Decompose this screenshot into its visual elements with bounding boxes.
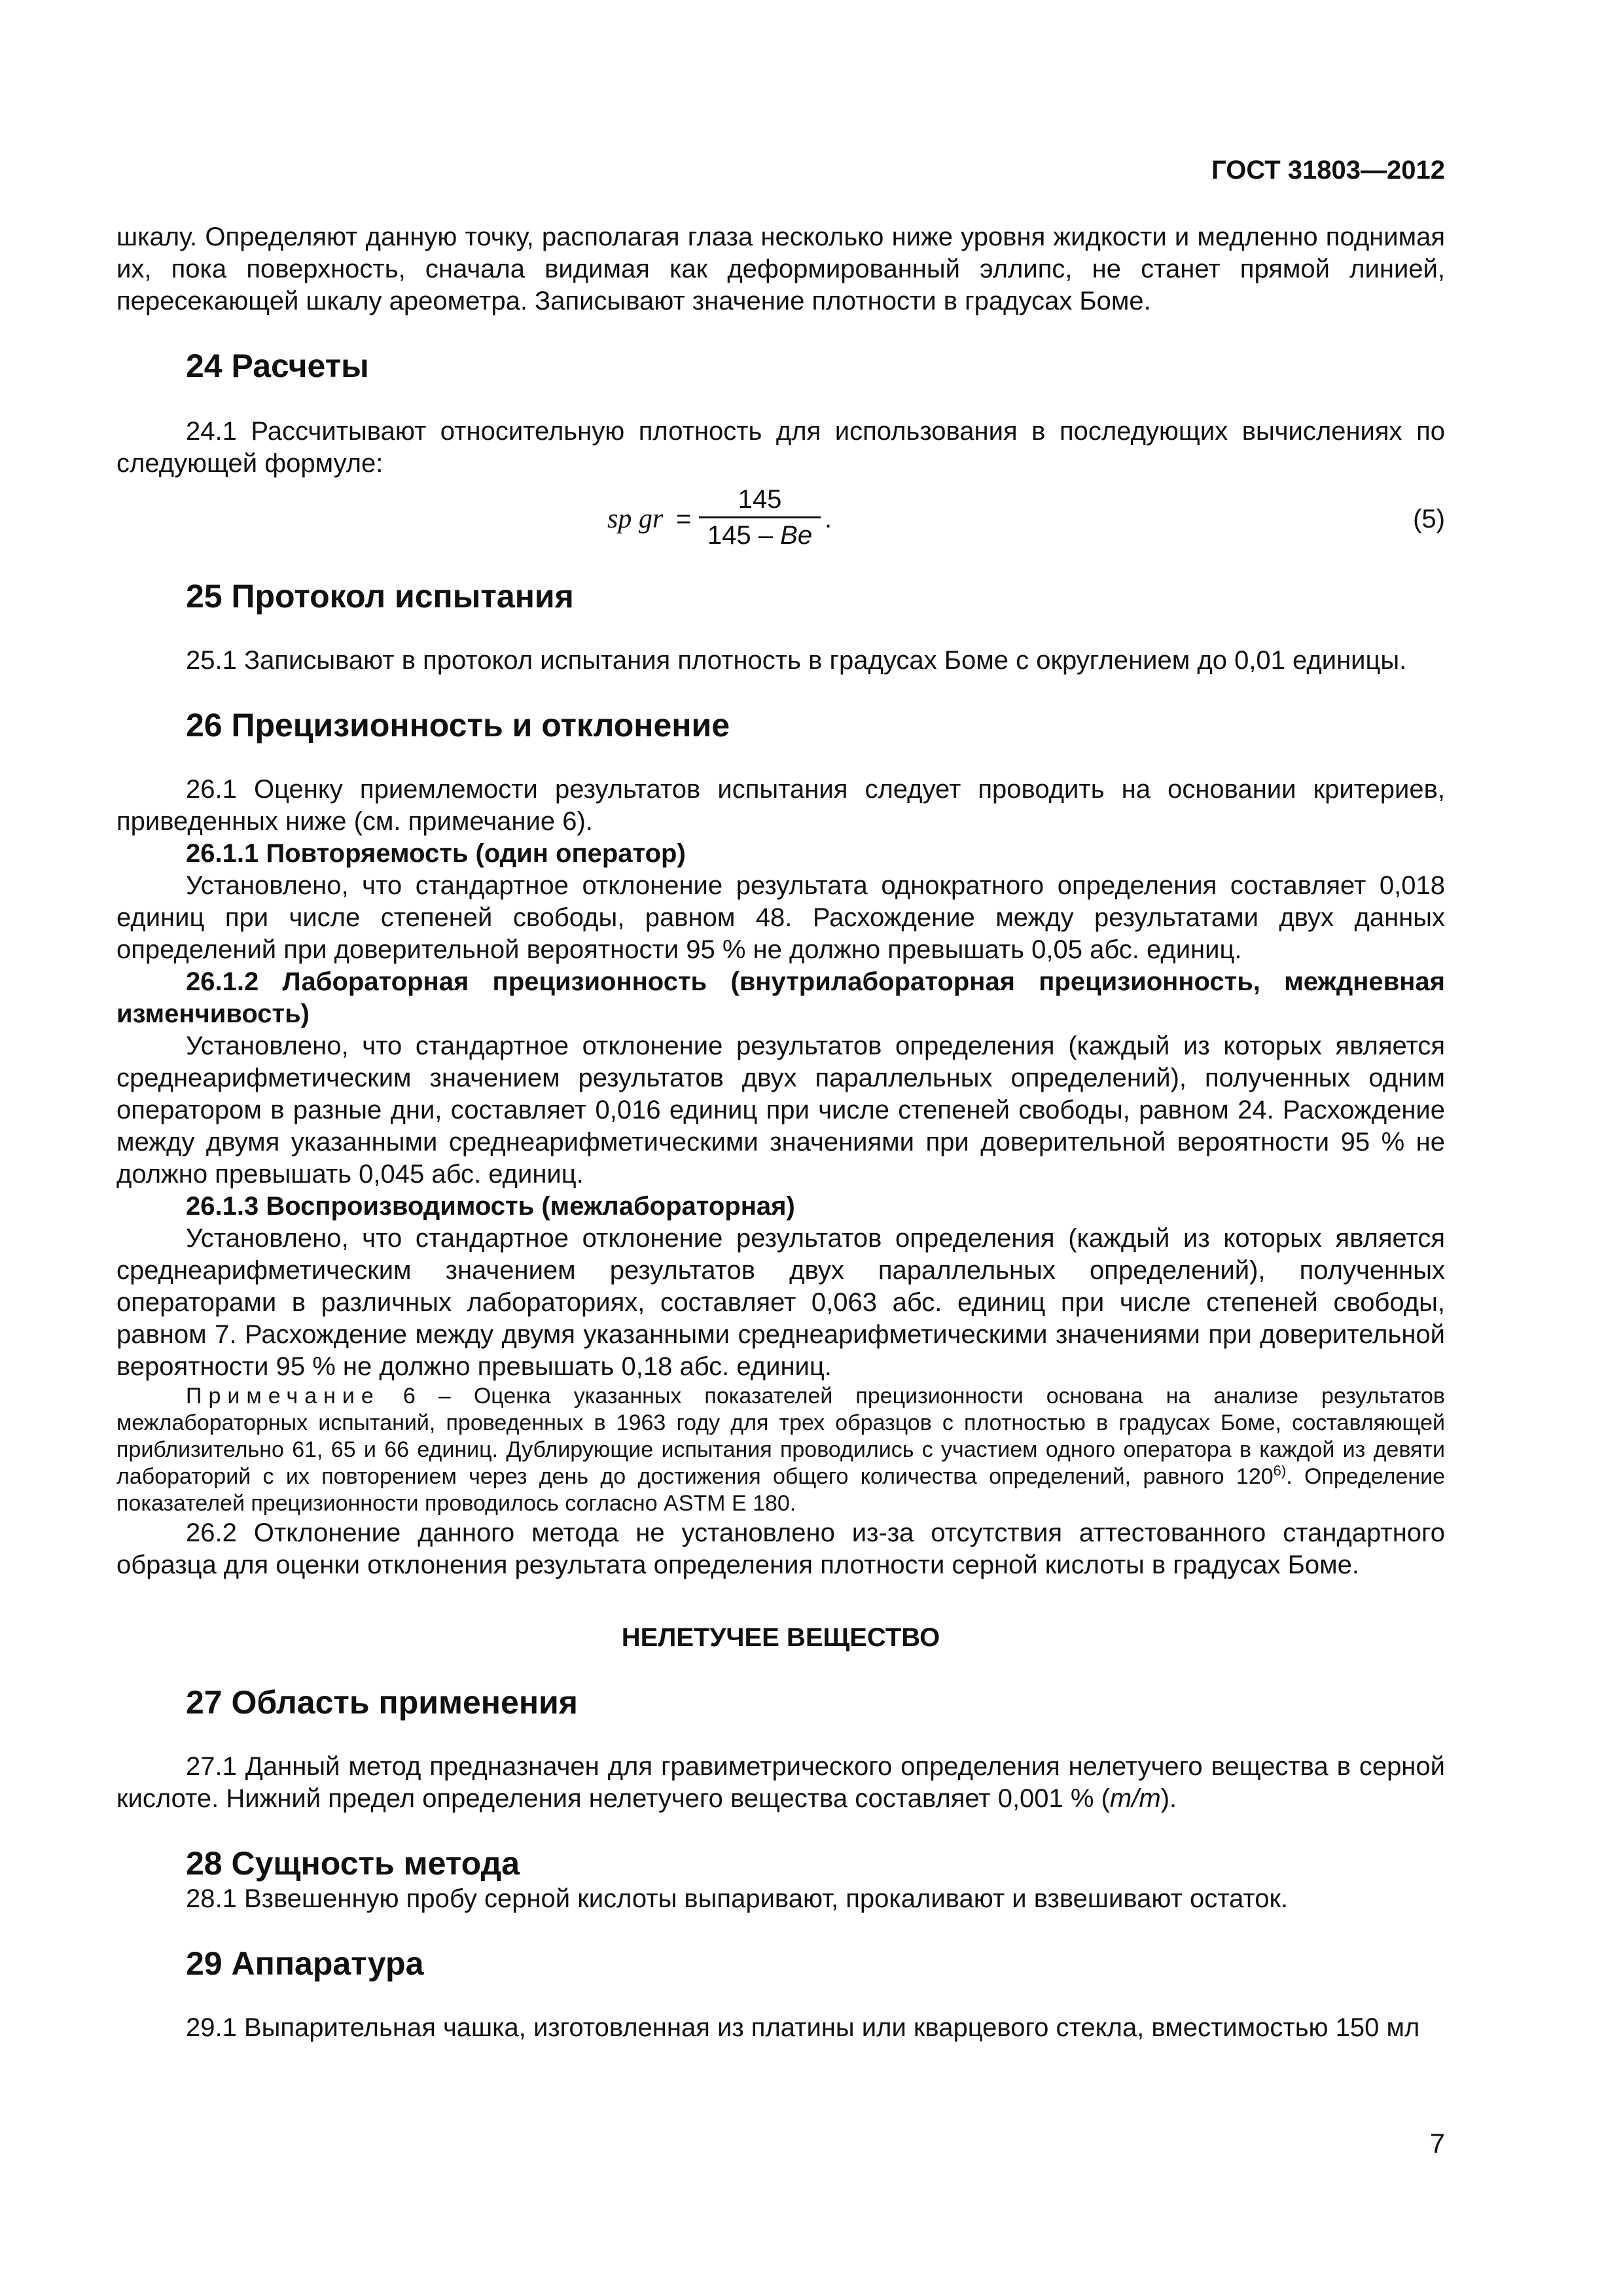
heading-25: 25 Протокол испытания: [186, 578, 574, 615]
heading-26-1-1: 26.1.1 Повторяемость (один оператор): [186, 839, 686, 868]
formula-lhs: sp gr: [607, 504, 664, 534]
formula-equals: =: [676, 505, 692, 533]
formula-period: .: [825, 505, 832, 533]
formula-fraction: [699, 485, 821, 550]
heading-28: 28 Сущность метода: [186, 1845, 520, 1882]
intro-paragraph: шкалу. Определяют данную точку, располагая глаза несколько ниже уровня жидкости и медленно поднимая их, пока поверхность, сначала видимая как деформированный эллипс, не станет прямой линией, пересекающей шкалу ареометра. Записывают значение плотности в градусах Боме.: [116, 223, 1445, 315]
formula-numerator: 145: [738, 485, 782, 514]
heading-24: 24 Расчеты: [186, 348, 369, 384]
paragraph-26-1: 26.1 Оценку приемлемости результатов испытания следует проводить на основании критериев, приведенных ниже (см. примечание 6).: [116, 775, 1445, 836]
paragraph-28-1: 28.1 Взвешенную пробу серной кислоты выпаривают, прокаливают и взвешивают остаток.: [186, 1884, 1289, 1913]
heading-27: 27 Область применения: [186, 1684, 578, 1721]
standard-id-header: ГОСТ 31803—2012: [1211, 156, 1445, 185]
denominator-variable: Be: [780, 521, 813, 550]
note-label: Примечание: [186, 1384, 380, 1408]
heading-26-1-3: 26.1.3 Воспроизводимость (межлабораторная): [186, 1192, 795, 1221]
paragraph-27-1-text: 27.1 Данный метод предназначен для гравиметрического определения нелетучего вещества в серной кислоте. Нижний предел определения нелетучего вещества составляет 0,001 % (: [116, 1752, 1445, 1813]
heading-29: 29 Аппаратура: [186, 1945, 424, 1982]
paragraph-26-1-1: Установлено, что стандартное отклонение результата однократного определения составляет 0,018 единиц при числе степеней свободы, равном 48. Расхождение между результатами двух данных определений при доверительной вероятности 95 % не должно превышать 0,05 абс. единиц.: [116, 871, 1445, 964]
page-number: 7: [1429, 2128, 1445, 2159]
paragraph-26-1-3: Установлено, что стандартное отклонение результатов определения (каждый из которых является среднеарифметическим значением результатов двух параллельных определений), полученных операторами в различных лабораториях, составляет 0,063 абс. единиц при числе степеней свободы, равном 7. Расхождение между двумя указанными среднеарифметическими значениями при доверительной вероятности 95 % не должно превышать 0,18 абс. единиц.: [116, 1224, 1445, 1381]
note-text-a: 6 – Оценка указанных показателей прецизионности основана на анализе результатов межлабораторных испытаний, проведенных в 1963 году для трех образцов с плотностью в градусах Боме, составляющей приблизительно 61, 65 и 66 единиц. Дублирующие испытания проводились с участием одного оператора в каждой из девяти лабораторий с их повторением через день до достижения общего количества определений, равного 120: [116, 1384, 1445, 1489]
note-text-b: . Определение показателей прецизионности проводилось согласно ASTM E 180.: [116, 1464, 1445, 1516]
paragraph-26-2: 26.2 Отклонение данного метода не установлено из-за отсутствия аттестованного стандартного образца для оценки отклонения результата определения плотности серной кислоты в градусах Боме.: [116, 1518, 1445, 1579]
paragraph-26-1-2: Установлено, что стандартное отклонение результатов определения (каждый из которых является среднеарифметическим значением результатов двух параллельных определений), полученных одним оператором в разные дни, составляет 0,016 единиц при числе степеней свободы, равном 24. Расхождение между двумя указанными среднеарифметическими значениями при доверительной вероятности 95 % не должно превышать 0,045 абс. единиц.: [116, 1031, 1445, 1189]
fraction-bar: [699, 516, 821, 518]
note-6: [116, 1383, 1445, 1517]
unit-mass-fraction: m/m: [1109, 1784, 1161, 1813]
note-footnote-ref: 6): [1273, 1462, 1287, 1479]
heading-26: 26 Прецизионность и отклонение: [186, 707, 730, 744]
formula-denominator: [699, 521, 821, 550]
heading-26-1-2: 26.1.2 Лабораторная прецизионность (внутрилабораторная прецизионность, междневная изменчивость): [116, 967, 1445, 1028]
formula-5: [116, 485, 1445, 548]
page-content: [116, 221, 1445, 2044]
denominator-constant: 145 –: [707, 521, 781, 550]
formula-number: (5): [1413, 505, 1445, 533]
section-title: НЕЛЕТУЧЕЕ ВЕЩЕСТВО: [621, 1623, 940, 1652]
paragraph-25-1: 25.1 Записывают в протокол испытания плотность в градусах Боме с округлением до 0,01 единицы.: [186, 646, 1407, 675]
paragraph-24-1: 24.1 Рассчитывают относительную плотность для использования в последующих вычислениях по следующей формуле:: [116, 417, 1445, 478]
paragraph-27-1: [116, 1751, 1445, 1815]
paragraph-29-1: 29.1 Выпарительная чашка, изготовленная из платины или кварцевого стекла, вместимостью 150 мл: [186, 2013, 1420, 2042]
paragraph-27-1-end: ).: [1160, 1784, 1177, 1813]
